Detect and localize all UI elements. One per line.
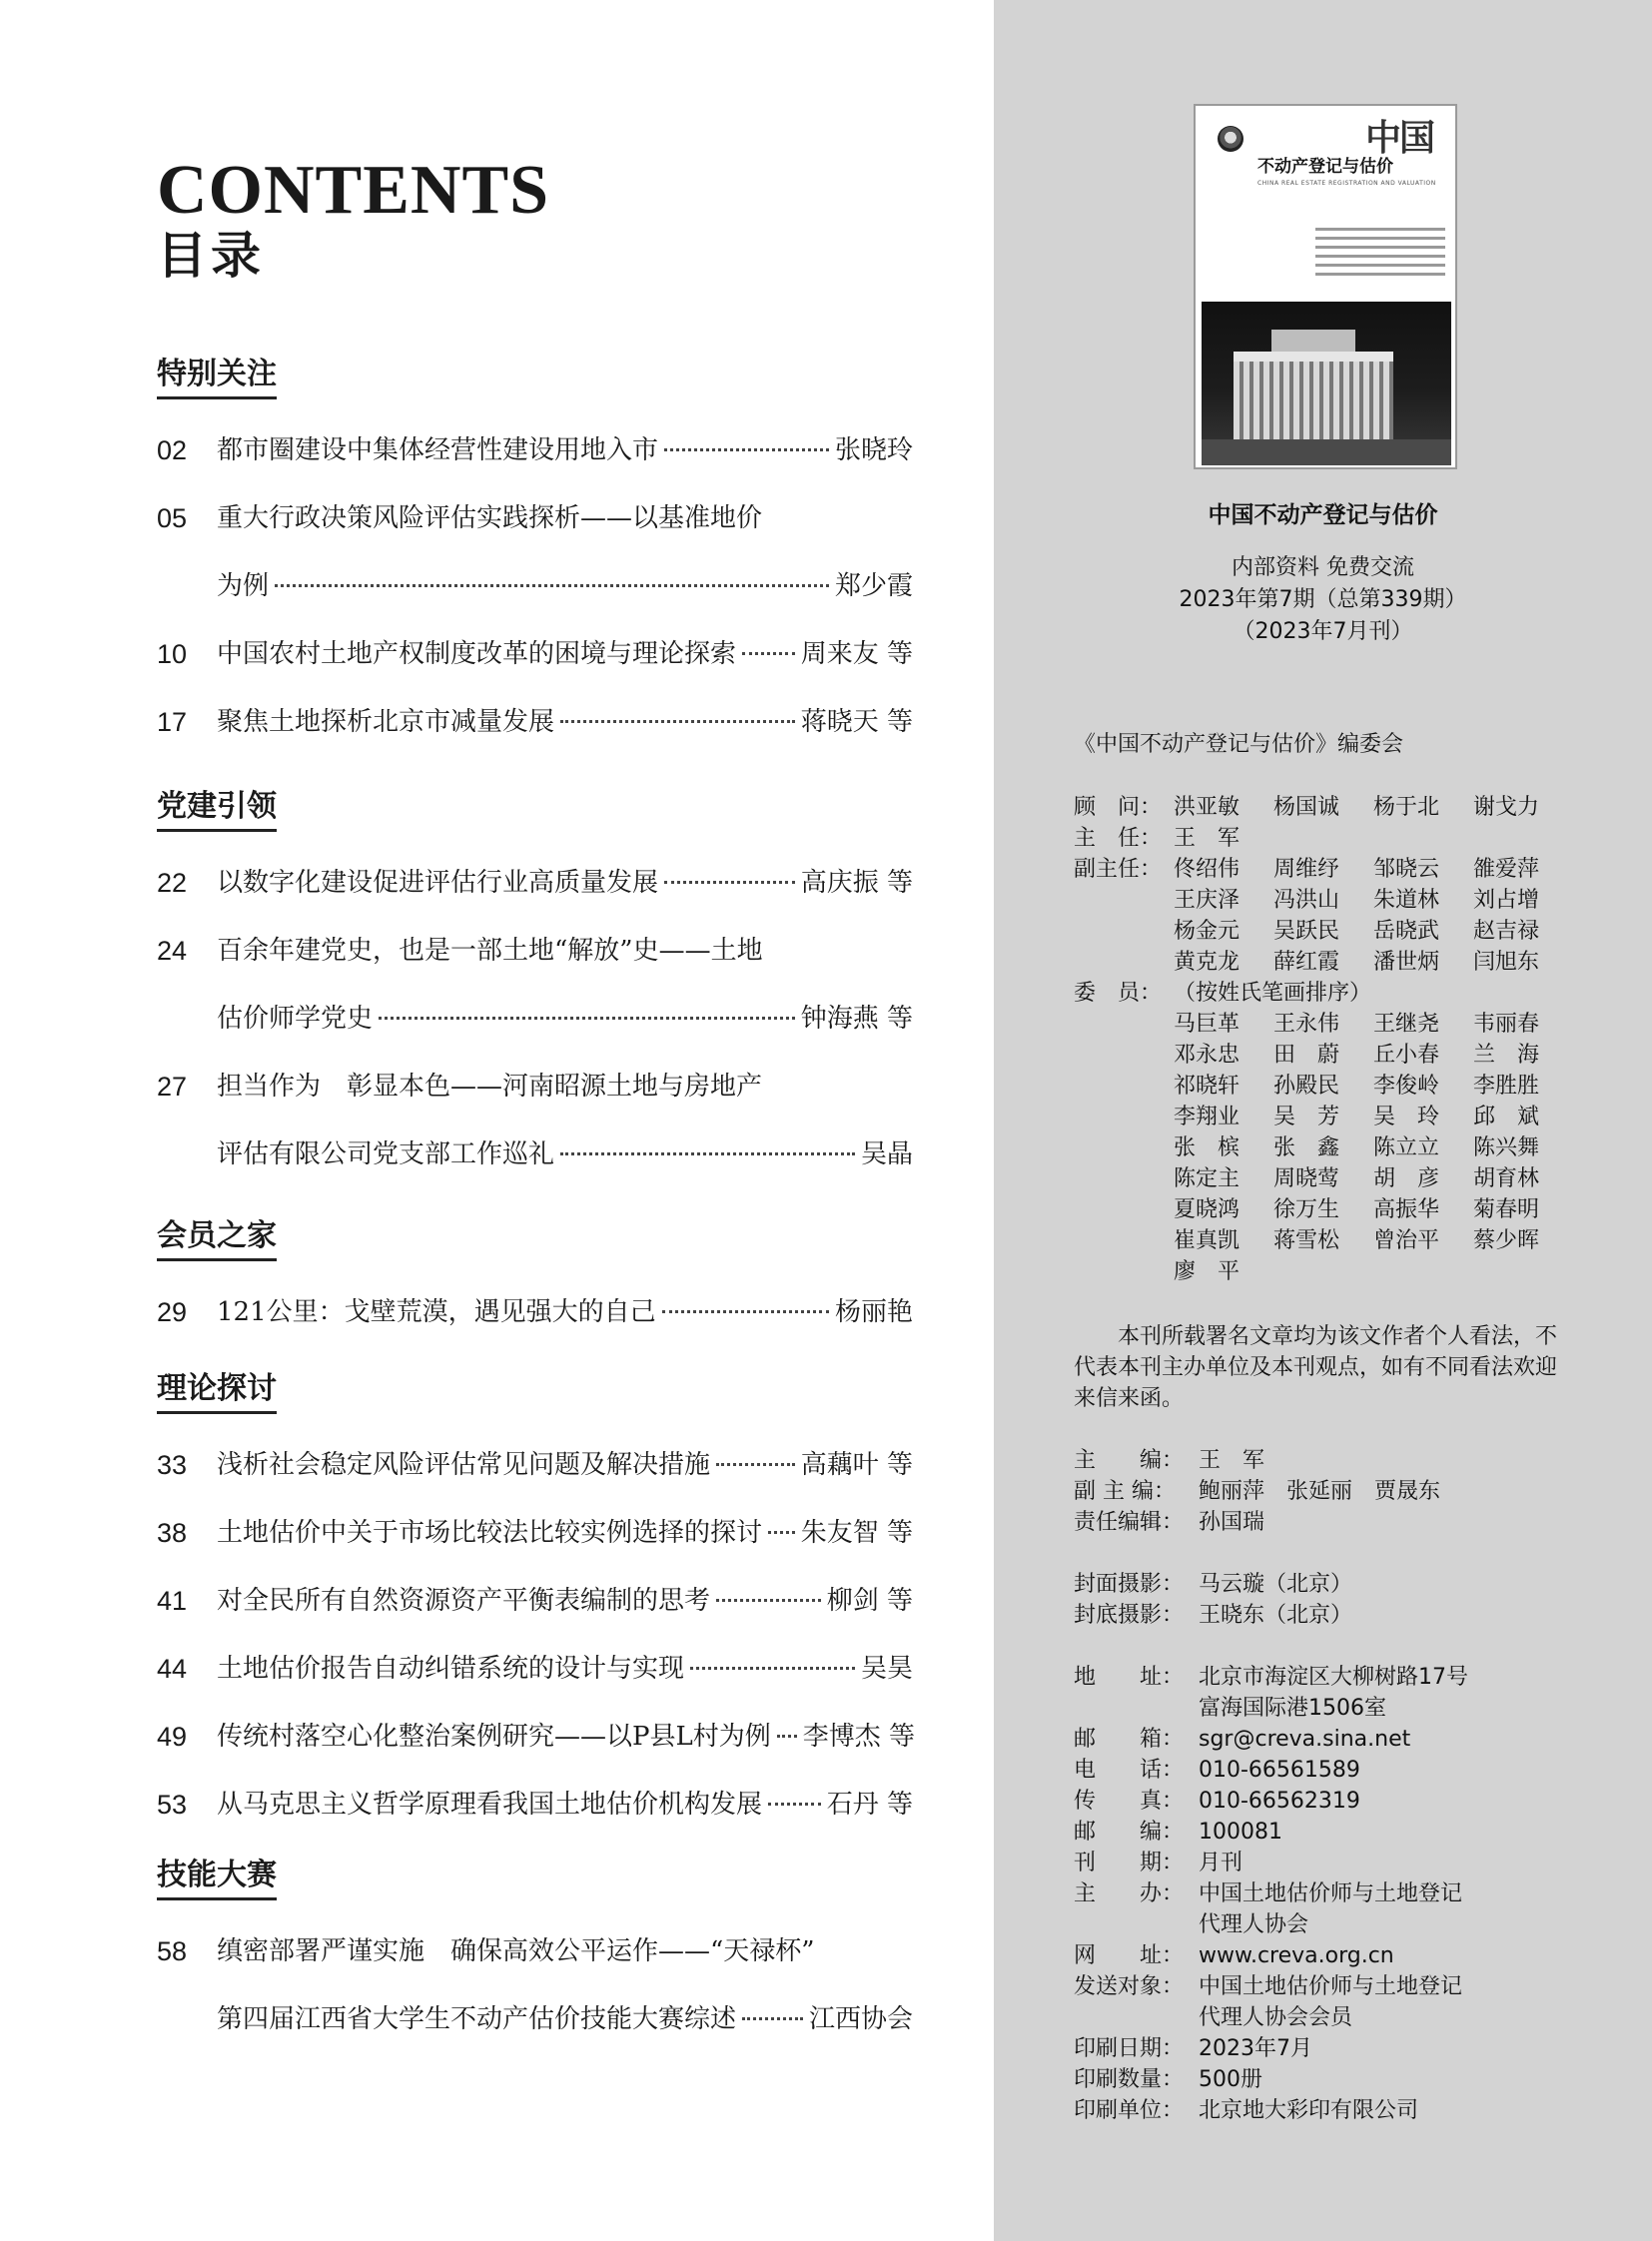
- detail-value: 中国土地估价师与土地登记: [1199, 1881, 1463, 1906]
- toc-entry-title: 重大行政决策风险评估实践探析——以基准地价: [217, 503, 763, 533]
- member-name: 曾治平: [1373, 1228, 1440, 1253]
- name-row: [1174, 854, 1573, 885]
- toc-page-number: 33: [157, 1450, 188, 1480]
- toc-entry-title: 第四届江西省大学生不动产估价技能大赛综述: [217, 2004, 737, 2034]
- toc-entry-title: 为例: [217, 571, 270, 601]
- toc-entry-line: [217, 700, 913, 744]
- dot-leader: [379, 1017, 795, 1020]
- role-names: [1174, 978, 1573, 1287]
- toc-entry-line: [217, 1511, 913, 1555]
- toc-entry-title: 土地估价报告自动纠错系统的设计与实现: [217, 1654, 685, 1684]
- toc-entry-title: 121公里：戈壁荒漠，遇见强大的自己: [217, 1297, 656, 1327]
- name-row: [1174, 916, 1573, 947]
- section-title: 特别关注: [157, 355, 277, 399]
- role-label: 副主任：: [1074, 857, 1163, 882]
- name-row: [1174, 1163, 1573, 1194]
- toc-entry-author: 吴晶: [860, 1139, 913, 1169]
- toc-entry-line: [217, 428, 913, 472]
- detail-label: 邮 箱：: [1074, 1727, 1185, 1752]
- toc-entry-line: [217, 1132, 913, 1176]
- dot-leader: [275, 584, 829, 587]
- section-title: 党建引领: [157, 787, 277, 832]
- toc-entry-line: [217, 1783, 913, 1827]
- toc-entry[interactable]: [157, 1783, 913, 1827]
- member-name: 刘占增: [1473, 888, 1540, 913]
- detail-label: 印刷日期：: [1074, 2036, 1185, 2061]
- name-row: [1174, 947, 1573, 978]
- detail-value: 北京地大彩印有限公司: [1199, 2098, 1419, 2123]
- toc-entry-author: 石丹 等: [826, 1790, 913, 1820]
- detail-label: 印刷单位：: [1074, 2098, 1185, 2123]
- detail-label: 邮 编：: [1074, 1820, 1185, 1845]
- toc-entry-title: 从马克思主义哲学原理看我国土地估价机构发展: [217, 1790, 763, 1820]
- name-row: [1174, 1071, 1573, 1102]
- detail-value: 2023年7月: [1199, 2036, 1312, 2061]
- member-name: 雒爱萍: [1473, 857, 1540, 882]
- toc-entry[interactable]: [157, 564, 913, 608]
- toc-entry-line: [217, 1579, 913, 1623]
- toc-page-number: 10: [157, 639, 188, 669]
- member-name: 黄克龙: [1174, 950, 1240, 975]
- member-name: （按姓氏笔画排序）: [1174, 981, 1372, 1006]
- toc-entry-line: [217, 632, 913, 676]
- member-name: 吴 芳: [1273, 1105, 1340, 1129]
- name-row: [1174, 1225, 1573, 1256]
- detail-label: 责任编辑：: [1074, 1510, 1185, 1535]
- detail-value: 富海国际港1506室: [1199, 1696, 1386, 1721]
- detail-label: 封底摄影：: [1074, 1603, 1185, 1628]
- dot-leader: [690, 1667, 855, 1670]
- toc-entry[interactable]: [157, 929, 913, 973]
- toc-page-number: 24: [157, 936, 188, 966]
- detail-label: 刊 期：: [1074, 1851, 1185, 1875]
- toc-entry[interactable]: [157, 1290, 913, 1334]
- toc-page-number: 53: [157, 1790, 188, 1820]
- toc-entry-author: 蒋晓天 等: [800, 707, 913, 737]
- member-name: 李翔业: [1174, 1105, 1240, 1129]
- toc-entry-author: 吴昊: [860, 1654, 913, 1684]
- toc-page-number: 58: [157, 1936, 188, 1966]
- toc-entry[interactable]: [157, 428, 913, 472]
- toc-entry-author: 朱友智 等: [800, 1518, 913, 1548]
- toc-entry[interactable]: [157, 997, 913, 1041]
- detail-label: 电 话：: [1074, 1758, 1185, 1783]
- member-name: 洪亚敏: [1174, 795, 1240, 820]
- role-label: 主 任：: [1074, 826, 1163, 851]
- toc-entry[interactable]: [157, 1443, 913, 1487]
- dot-leader: [662, 1310, 829, 1313]
- member-name: 潘世炳: [1373, 950, 1440, 975]
- member-name: 高振华: [1373, 1197, 1440, 1222]
- member-name: 张 槟: [1174, 1135, 1240, 1160]
- member-name: 王 军: [1174, 826, 1240, 851]
- toc-entry-line: [217, 929, 913, 973]
- cover-logo: 中国: [1365, 117, 1434, 159]
- member-name: 杨于北: [1373, 795, 1440, 820]
- section-title: 会员之家: [157, 1216, 277, 1261]
- committee-title: 《中国不动产登记与估价》编委会: [1074, 732, 1404, 757]
- toc-entry-title: 传统村落空心化整治案例研究——以P县L村为例: [217, 1722, 771, 1752]
- toc-entry-title: 土地估价中关于市场比较法比较实例选择的探讨: [217, 1518, 763, 1548]
- toc-entry[interactable]: [157, 1929, 913, 1973]
- name-row: [1174, 792, 1573, 823]
- toc-page-number: 05: [157, 503, 188, 533]
- magazine-name: 中国不动产登记与估价: [1208, 502, 1438, 528]
- toc-entry-line: [217, 496, 913, 540]
- detail-value: 王 军: [1199, 1448, 1265, 1473]
- toc-page-number: 29: [157, 1297, 188, 1327]
- toc-entry-author: 杨丽艳: [834, 1297, 913, 1327]
- name-row: [1174, 1102, 1573, 1132]
- member-name: 李俊岭: [1373, 1074, 1440, 1099]
- detail-value: 王晓东（北京）: [1199, 1603, 1353, 1628]
- dot-leader: [777, 1735, 797, 1738]
- member-name: 冯洪山: [1273, 888, 1340, 913]
- member-name: 邹晓云: [1373, 857, 1440, 882]
- member-name: 祁晓轩: [1174, 1074, 1240, 1099]
- dot-leader: [664, 448, 829, 451]
- toc-entry-author: 高藕叶 等: [800, 1450, 913, 1480]
- toc-entry[interactable]: [157, 1647, 913, 1691]
- name-row: [1174, 1040, 1573, 1071]
- toc-entry-line: [217, 861, 913, 905]
- member-name: 陈立立: [1373, 1135, 1440, 1160]
- member-name: 兰 海: [1473, 1043, 1540, 1068]
- detail-value: 中国土地估价师与土地登记: [1199, 1974, 1463, 1999]
- toc-entry-line: [217, 1647, 913, 1691]
- toc-page-number: 41: [157, 1586, 188, 1616]
- dot-leader: [768, 1803, 821, 1806]
- section-title: 理论探讨: [157, 1369, 277, 1414]
- member-name: 佟绍伟: [1174, 857, 1240, 882]
- member-name: 吴 玲: [1373, 1105, 1440, 1129]
- toc-page-number: 49: [157, 1722, 188, 1752]
- cover-subtitle: CHINA REAL ESTATE REGISTRATION AND VALUATION: [1257, 180, 1436, 187]
- member-name: 杨国诚: [1273, 795, 1340, 820]
- member-name: 邓永忠: [1174, 1043, 1240, 1068]
- toc-entry-line: [217, 1997, 913, 2041]
- member-name: 朱道林: [1373, 888, 1440, 913]
- toc-entry-line: [217, 997, 913, 1041]
- toc-entry-title: 以数字化建设促进评估行业高质量发展: [217, 868, 659, 898]
- toc-entry-line: [217, 1715, 916, 1759]
- toc-entry[interactable]: [157, 1997, 913, 2041]
- toc-entry[interactable]: [157, 1579, 913, 1623]
- member-name: 王永伟: [1273, 1012, 1340, 1037]
- member-name: 夏晓鸿: [1174, 1197, 1240, 1222]
- toc-entry-title: 中国农村土地产权制度改革的困境与理论探索: [217, 639, 737, 669]
- detail-value: 代理人协会会员: [1199, 2005, 1353, 2030]
- dot-leader: [560, 1152, 855, 1155]
- toc-entry-title: 对全民所有自然资源资产平衡表编制的思考: [217, 1586, 711, 1616]
- toc-entry-line: [217, 1929, 913, 1973]
- member-name: 闫旭东: [1473, 950, 1540, 975]
- toc-page-number: 02: [157, 435, 188, 465]
- detail-value: 马云璇（北京）: [1199, 1572, 1353, 1597]
- detail-value: 100081: [1199, 1820, 1282, 1845]
- member-name: 陈定主: [1174, 1166, 1240, 1191]
- toc-entry-author: 郑少霞: [834, 571, 913, 601]
- toc-entry-title: 估价师学党史: [217, 1004, 374, 1034]
- member-name: 王继尧: [1373, 1012, 1440, 1037]
- member-name: 周晓莺: [1273, 1166, 1340, 1191]
- detail-label: 传 真：: [1074, 1789, 1185, 1814]
- detail-value: 鲍丽萍 张延丽 贾晟东: [1199, 1479, 1441, 1504]
- dot-leader: [768, 1531, 795, 1534]
- toc-entry-line: [217, 564, 913, 608]
- toc-entry[interactable]: [157, 632, 913, 676]
- detail-value: 010-66561589: [1199, 1758, 1360, 1783]
- toc-entry-title: 缜密部署严谨实施 确保高效公平运作——“天禄杯”: [217, 1936, 815, 1966]
- member-name: 岳晓武: [1373, 919, 1440, 944]
- toc-entry-line: [217, 1065, 913, 1109]
- magazine-note: 内部资料 免费交流: [1232, 555, 1414, 580]
- emblem-icon: [1218, 126, 1243, 152]
- detail-label: 网 址：: [1074, 1943, 1185, 1968]
- member-name: 蔡少晖: [1473, 1228, 1540, 1253]
- toc-entry-line: [217, 1290, 913, 1334]
- detail-label: 主 办：: [1074, 1881, 1185, 1906]
- toc-entry[interactable]: [157, 1065, 913, 1109]
- member-name: 廖 平: [1174, 1259, 1240, 1284]
- toc-entry-author: 高庆振 等: [800, 868, 913, 898]
- toc-entry-title: 百余年建党史，也是一部土地“解放”史——土地: [217, 936, 763, 966]
- name-row: [1174, 1009, 1573, 1040]
- member-name: 张 鑫: [1273, 1135, 1340, 1160]
- section-title: 技能大赛: [157, 1856, 277, 1900]
- detail-label: 封面摄影：: [1074, 1572, 1185, 1597]
- detail-value: 月刊: [1199, 1851, 1243, 1875]
- masthead-panel: [994, 0, 1652, 2241]
- dot-leader: [716, 1463, 795, 1466]
- toc-entry-title: 浅析社会稳定风险评估常见问题及解决措施: [217, 1450, 711, 1480]
- name-row: [1174, 1256, 1573, 1287]
- dot-leader: [664, 881, 795, 884]
- toc-entry-author: 钟海燕 等: [800, 1004, 913, 1034]
- toc-entry-line: [217, 1443, 913, 1487]
- cover-thumbnail: [1194, 104, 1457, 469]
- member-name: 周维纾: [1273, 857, 1340, 882]
- member-name: 薛红霞: [1273, 950, 1340, 975]
- detail-label: 主 编：: [1074, 1448, 1185, 1473]
- detail-label: 发送对象：: [1074, 1974, 1185, 1999]
- member-name: 吴跃民: [1273, 919, 1340, 944]
- role-label: 顾 问：: [1074, 795, 1163, 820]
- toc-entry-title: 都市圈建设中集体经营性建设用地入市: [217, 435, 659, 465]
- member-name: 邱 斌: [1473, 1105, 1540, 1129]
- toc-entry-title: 评估有限公司党支部工作巡礼: [217, 1139, 555, 1169]
- magazine-issue: 2023年第7期（总第339期）: [1179, 587, 1467, 612]
- detail-label: 副 主 编：: [1074, 1479, 1176, 1504]
- toc-page-number: 38: [157, 1518, 188, 1548]
- detail-label: 地 址：: [1074, 1665, 1185, 1690]
- cover-photo: [1202, 302, 1451, 465]
- toc-entry[interactable]: [157, 1511, 913, 1555]
- name-row: [1174, 1194, 1573, 1225]
- name-row: [1174, 885, 1573, 916]
- toc-entry-author: 李博杰 等: [802, 1722, 916, 1752]
- toc-page-number: 22: [157, 868, 188, 898]
- member-name: 胡 彦: [1373, 1166, 1440, 1191]
- member-name: 崔真凯: [1174, 1228, 1240, 1253]
- member-name: 赵吉禄: [1473, 919, 1540, 944]
- contents-title-en: CONTENTS: [157, 152, 550, 229]
- name-row: [1174, 823, 1273, 854]
- detail-label: 印刷数量：: [1074, 2067, 1185, 2092]
- detail-value: 代理人协会: [1199, 1912, 1309, 1937]
- magazine-date: （2023年7月刊）: [1233, 619, 1413, 644]
- toc-page-number: 44: [157, 1654, 188, 1684]
- toc-entry-author: 周来友 等: [800, 639, 913, 669]
- toc-entry[interactable]: [157, 1715, 916, 1759]
- member-name: 田 蔚: [1273, 1043, 1340, 1068]
- dot-leader: [742, 2017, 803, 2020]
- toc-page-number: 27: [157, 1072, 188, 1102]
- member-name: 谢戈力: [1473, 795, 1540, 820]
- member-name: 马巨革: [1174, 1012, 1240, 1037]
- role-names: [1174, 792, 1573, 823]
- role-names: [1174, 854, 1573, 978]
- member-name: 菊春明: [1473, 1197, 1540, 1222]
- member-name: 陈兴舞: [1473, 1135, 1540, 1160]
- name-row: [1174, 1132, 1573, 1163]
- dot-leader: [560, 720, 795, 723]
- disclaimer: 本刊所载署名文章均为该文作者个人看法，不代表本刊主办单位及本刊观点，如有不同看法欢迎来信来函。: [1074, 1324, 1558, 1411]
- role-names: [1174, 823, 1273, 854]
- detail-value: 500册: [1199, 2067, 1262, 2092]
- member-name: 胡育林: [1473, 1166, 1540, 1191]
- dot-leader: [716, 1599, 821, 1602]
- member-name: 蒋雪松: [1273, 1228, 1340, 1253]
- detail-value: 孙国瑞: [1199, 1510, 1265, 1535]
- member-name: 李胜胜: [1473, 1074, 1540, 1099]
- toc-entry[interactable]: [157, 496, 913, 540]
- detail-value[interactable]: www.creva.org.cn: [1199, 1943, 1394, 1968]
- member-name: 王庆泽: [1174, 888, 1240, 913]
- toc-entry-author: 张晓玲: [834, 435, 913, 465]
- toc-entry[interactable]: [157, 700, 913, 744]
- toc-entry[interactable]: [157, 1132, 913, 1176]
- detail-value[interactable]: sgr@creva.sina.net: [1199, 1727, 1411, 1752]
- role-label: 委 员：: [1074, 981, 1163, 1006]
- name-row: [1174, 978, 1573, 1009]
- dot-leader: [742, 652, 795, 655]
- cover-title: 不动产登记与估价: [1257, 157, 1393, 177]
- toc-entry-title: 担当作为 彰显本色——河南昭源土地与房地产: [217, 1072, 763, 1102]
- toc-entry-title: 聚焦土地探析北京市减量发展: [217, 707, 555, 737]
- member-name: 丘小春: [1373, 1043, 1440, 1068]
- toc-entry-author: 柳剑 等: [826, 1586, 913, 1616]
- cover-text-lines: [1315, 228, 1445, 282]
- detail-value: 北京市海淀区大柳树路17号: [1199, 1665, 1468, 1690]
- toc-entry-author: 江西协会: [808, 2004, 913, 2034]
- member-name: 杨金元: [1174, 919, 1240, 944]
- toc-page-number: 17: [157, 707, 188, 737]
- detail-value: 010-66562319: [1199, 1789, 1360, 1814]
- member-name: 韦丽春: [1473, 1012, 1540, 1037]
- member-name: 孙殿民: [1273, 1074, 1340, 1099]
- toc-entry[interactable]: [157, 861, 913, 905]
- member-name: 徐万生: [1273, 1197, 1340, 1222]
- contents-title-zh: 目录: [157, 227, 265, 285]
